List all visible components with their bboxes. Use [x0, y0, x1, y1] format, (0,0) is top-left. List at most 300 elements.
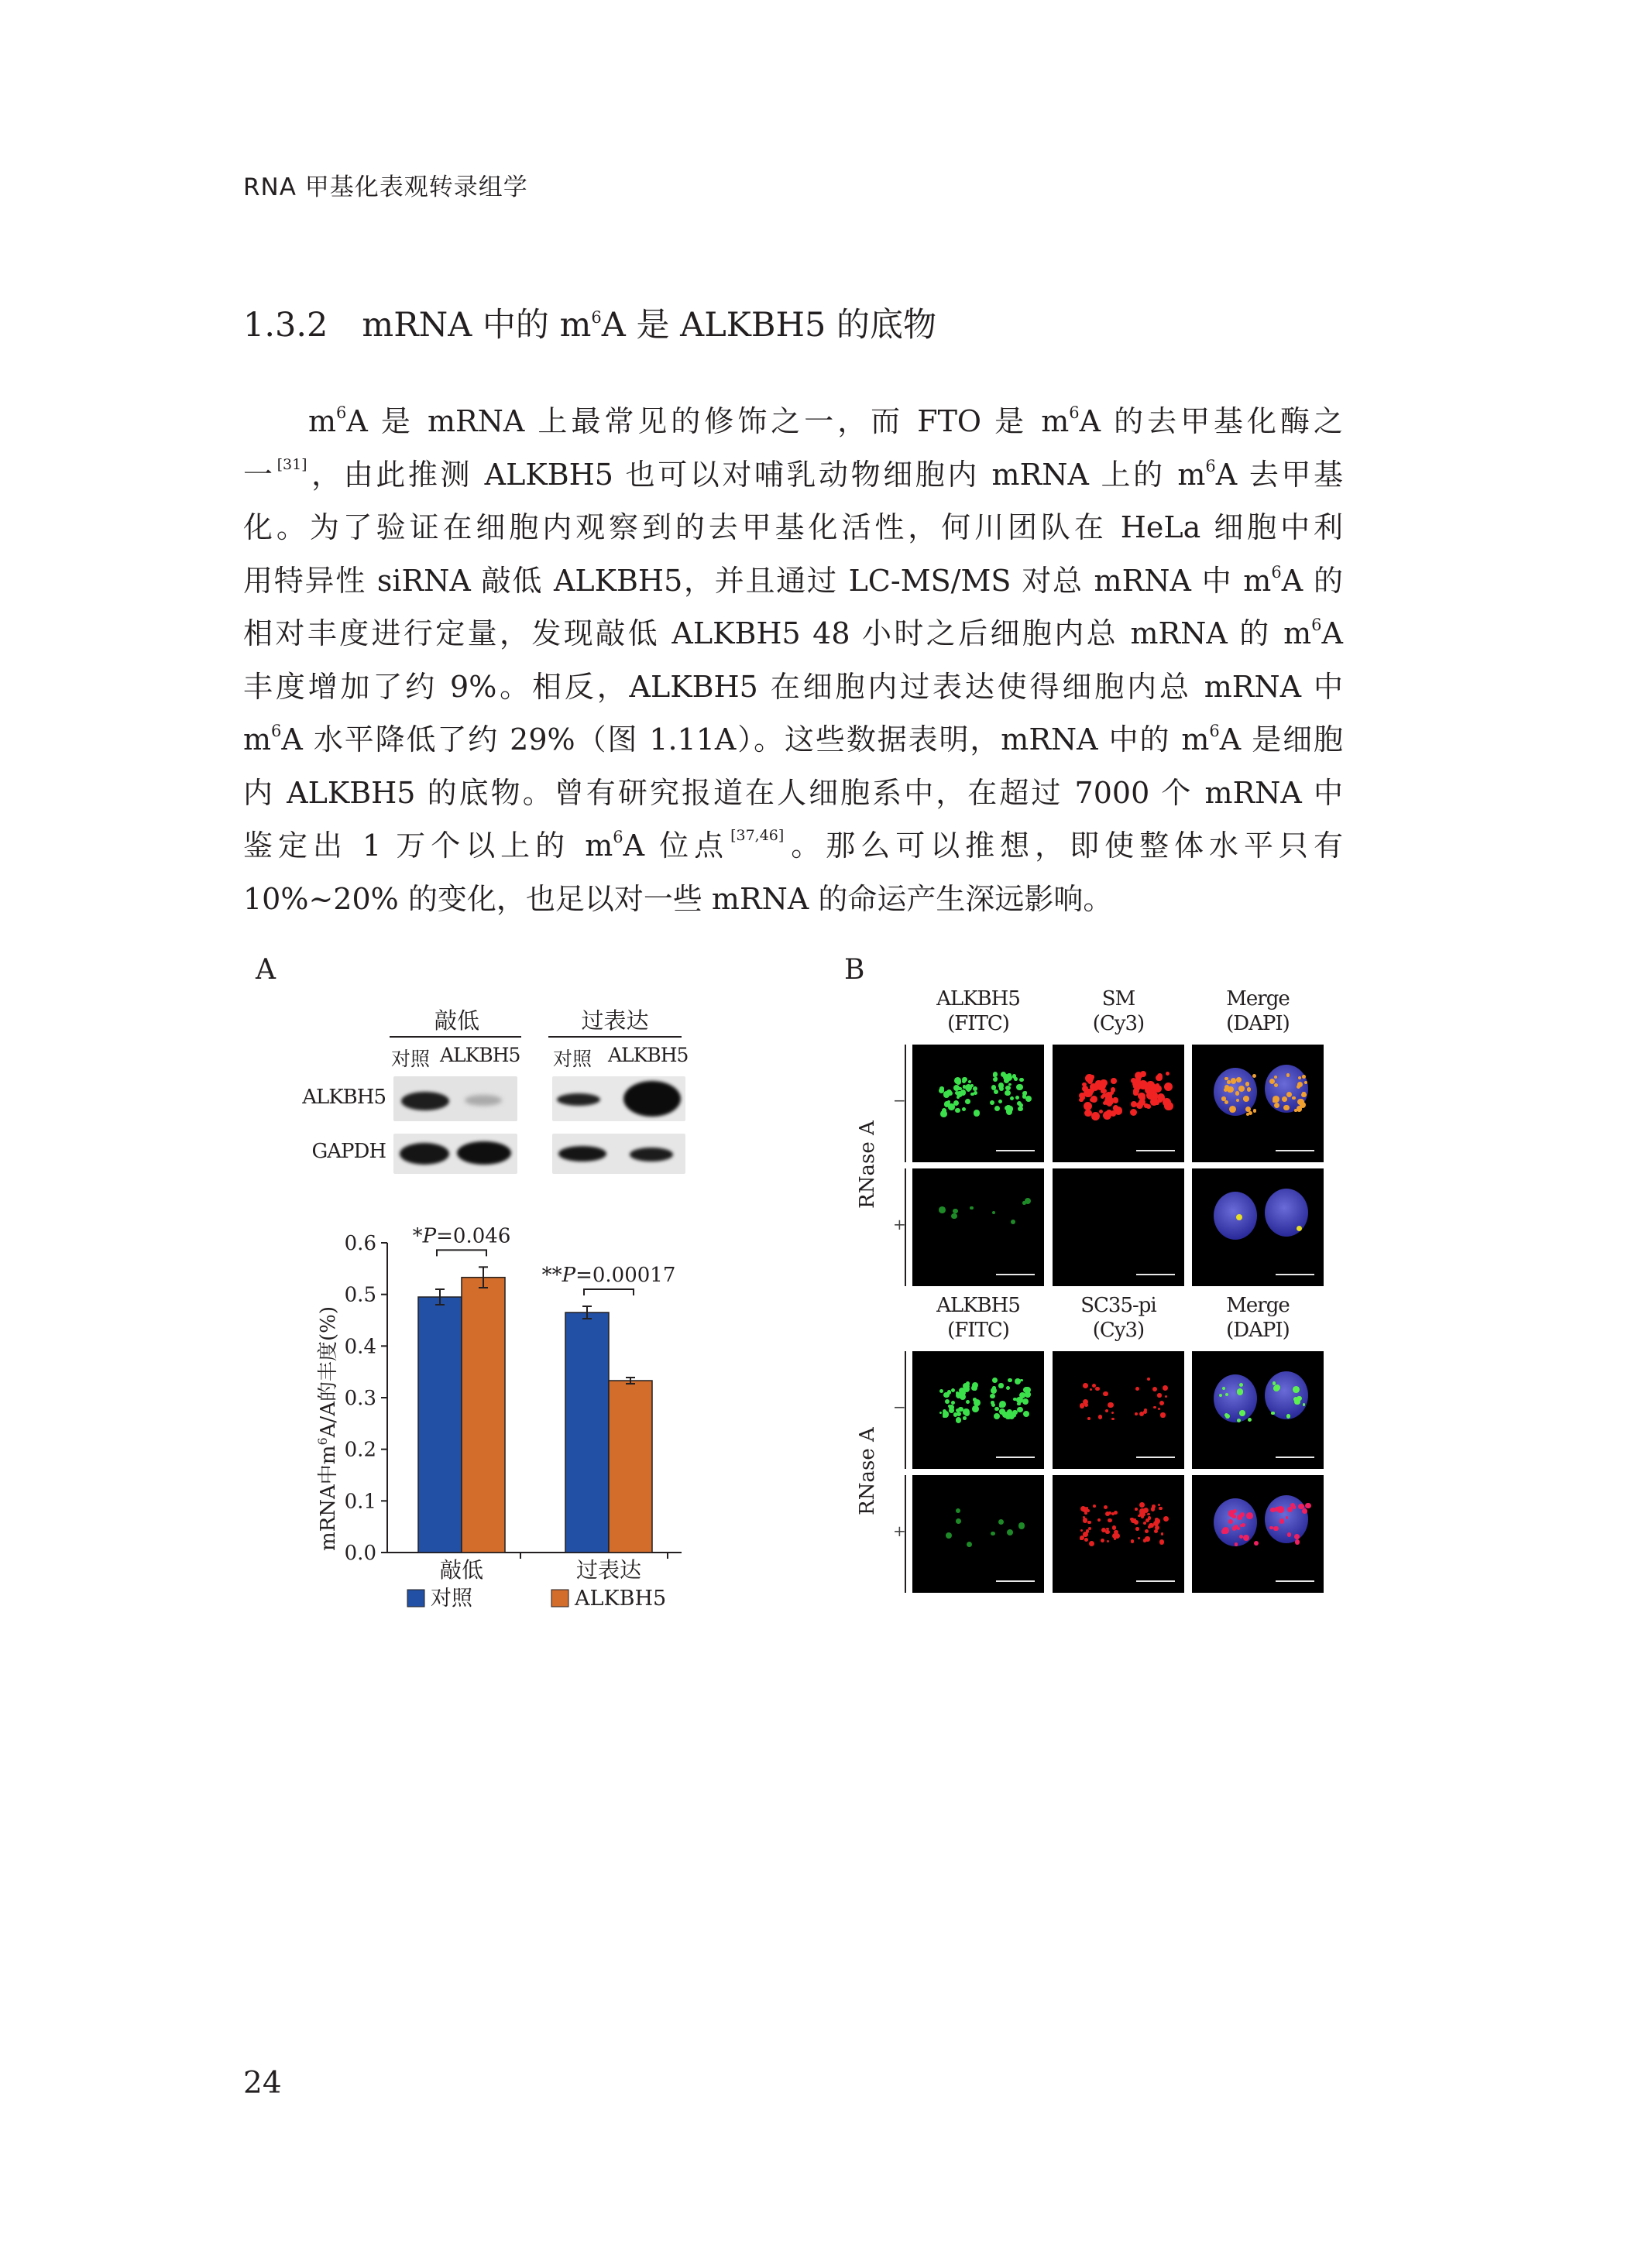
micrograph-alkbh5-fitc	[912, 1045, 1044, 1162]
fluorescent-speckle	[1224, 1077, 1228, 1080]
micrograph-cy3	[1053, 1475, 1184, 1593]
fluorescent-speckle	[1108, 1402, 1113, 1408]
fluorescent-speckle	[1153, 1406, 1156, 1408]
superscript: 6	[271, 722, 282, 740]
fluorescent-speckle	[1236, 1214, 1242, 1220]
fluorescent-speckle	[1083, 1518, 1087, 1522]
scale-bar	[996, 1150, 1035, 1151]
fluorescent-speckle	[1300, 1102, 1306, 1108]
micrograph-cy3	[1053, 1045, 1184, 1162]
annotation-part: *	[412, 1224, 423, 1248]
fluorescent-speckle	[956, 1079, 962, 1085]
fluorescent-speckle	[1112, 1525, 1116, 1529]
fluorescent-speckle	[1104, 1505, 1108, 1509]
text-line	[243, 448, 1343, 502]
fluorescent-speckle	[951, 1401, 955, 1405]
fluorescent-speckle	[1253, 1109, 1257, 1113]
text-run: A 是 mRNA 上最常见的修饰之一，而 FTO 是 m	[346, 404, 1070, 438]
legend-swatch	[407, 1590, 424, 1607]
blot-group-line	[390, 1036, 521, 1038]
fluorescent-speckle	[1160, 1412, 1165, 1417]
fluorescent-speckle	[1084, 1511, 1087, 1515]
fluorescent-speckle	[970, 1084, 974, 1087]
fluorescent-speckle	[963, 1408, 970, 1415]
annotation-part: =0.046	[436, 1224, 511, 1248]
column-label-line: (Cy3)	[1092, 1012, 1145, 1035]
fluorescent-speckle	[939, 1206, 946, 1213]
fluorescent-speckle	[1130, 1518, 1133, 1521]
micrograph-cy3	[1053, 1168, 1184, 1286]
fluorescent-speckle	[1105, 1409, 1108, 1412]
fluorescent-speckle	[1016, 1084, 1023, 1091]
y-axis-label-part: mRNA中m	[317, 1445, 340, 1551]
western-blot-gapdh-overexpression	[552, 1134, 685, 1174]
column-label-line: (FITC)	[947, 1012, 1009, 1035]
lane-label: 对照	[391, 1048, 431, 1070]
band	[558, 1146, 606, 1161]
fluorescent-speckle	[1093, 1505, 1096, 1508]
fluorescent-speckle	[1022, 1094, 1027, 1099]
western-blot-alkbh5-overexpression	[552, 1076, 685, 1121]
fluorescent-speckle	[998, 1519, 1004, 1525]
column-label-line: Merge	[1226, 987, 1290, 1010]
micrograph-merge-dapi	[1192, 1351, 1324, 1469]
y-axis-label-part: A/A的丰度(%)	[317, 1306, 340, 1438]
fluorescent-speckle	[1237, 1388, 1244, 1395]
text-run: A 水平降低了约 29%（图 1.11A）。这些数据表明，mRNA 中的 m	[281, 722, 1210, 757]
fluorescent-speckle	[1006, 1386, 1010, 1390]
fluorescent-speckle	[945, 1399, 950, 1404]
text-run: m	[308, 404, 337, 438]
fluorescent-speckle	[946, 1089, 952, 1095]
nucleus	[1214, 1498, 1257, 1546]
fluorescent-speckle	[1298, 1076, 1301, 1079]
image-column-label	[1192, 986, 1324, 1036]
fluorescent-speckle	[974, 1110, 980, 1116]
fluorescent-speckle	[1103, 1111, 1111, 1120]
minus-sign: −	[893, 1398, 906, 1416]
text-run: 用特异性 siRNA 敲低 ALKBH5，并且通过 LC-MS/MS 对总 mRNA 中 m	[243, 563, 1272, 598]
fluorescent-speckle	[1158, 1408, 1161, 1411]
fluorescent-speckle	[1254, 1541, 1259, 1546]
fluorescent-speckle	[1248, 1418, 1252, 1422]
fluorescent-speckle	[1019, 1078, 1023, 1082]
fluorescent-speckle	[1088, 1527, 1091, 1530]
fluorescent-speckle	[1151, 1084, 1158, 1091]
fluorescent-speckle	[939, 1412, 943, 1415]
fluorescent-speckle	[1165, 1395, 1167, 1398]
fluorescent-speckle	[1107, 1101, 1112, 1107]
panel-b-letter: B	[844, 954, 865, 986]
fluorescent-speckle	[970, 1093, 974, 1096]
fluorescent-speckle	[1159, 1401, 1164, 1405]
y-tick-label: 0.6	[344, 1232, 376, 1255]
fluorescent-speckle	[956, 1518, 961, 1524]
fluorescent-speckle	[1018, 1107, 1023, 1112]
fluorescent-speckle	[1166, 1072, 1169, 1076]
fluorescent-speckle	[967, 1542, 972, 1547]
significance-bracket	[437, 1250, 486, 1256]
x-category-label: 过表达	[575, 1557, 642, 1583]
fluorescent-speckle	[1106, 1530, 1108, 1532]
western-blot-alkbh5-knockdown	[393, 1076, 517, 1121]
fluorescent-speckle	[1248, 1111, 1253, 1116]
legend-label: 对照	[431, 1587, 472, 1611]
fluorescent-speckle	[1107, 1540, 1109, 1542]
column-label-line: (DAPI)	[1226, 1319, 1290, 1342]
fluorescent-speckle	[1135, 1527, 1139, 1531]
fluorescent-speckle	[1277, 1506, 1284, 1513]
fluorescent-speckle	[1246, 1512, 1253, 1519]
fluorescent-speckle	[1243, 1097, 1246, 1100]
fluorescent-speckle	[1286, 1092, 1292, 1097]
fluorescent-speckle	[955, 1108, 960, 1113]
fluorescent-speckle	[974, 1091, 977, 1095]
superscript: 6	[1209, 722, 1220, 740]
fluorescent-speckle	[1024, 1091, 1027, 1094]
fluorescent-speckle	[1099, 1110, 1103, 1113]
y-tick-label: 0.3	[344, 1387, 376, 1410]
text-run: m	[243, 722, 272, 757]
superscript: 6	[1069, 403, 1080, 422]
micrograph-merge-dapi	[1192, 1475, 1324, 1593]
fluorescent-speckle	[1287, 1532, 1292, 1537]
fluorescent-speckle	[1008, 1083, 1011, 1086]
scale-bar	[1136, 1457, 1175, 1458]
text-run: A	[1321, 616, 1343, 650]
fluorescent-speckle	[1095, 1387, 1100, 1391]
bar-control	[418, 1297, 462, 1553]
column-label-line: (Cy3)	[1092, 1319, 1145, 1342]
legend-label: ALKBH5	[575, 1587, 667, 1611]
plus-sign: +	[893, 1215, 906, 1234]
text-run: 一	[243, 457, 276, 492]
scale-bar	[1136, 1150, 1175, 1151]
fluorescent-speckle	[1114, 1511, 1118, 1515]
text-line: 10%~20% 的变化，也足以对一些 mRNA 的命运产生深远影响。	[243, 881, 1113, 916]
fluorescent-speckle	[1225, 1393, 1228, 1396]
fluorescent-speckle	[1014, 1077, 1018, 1081]
band	[465, 1095, 502, 1106]
blot-group-knockdown: 敲低	[434, 1007, 479, 1034]
fluorescent-speckle	[1108, 1511, 1111, 1515]
fluorescent-speckle	[1227, 1080, 1230, 1083]
citation: [37,46]	[730, 827, 785, 844]
fluorescent-speckle	[1138, 1093, 1145, 1100]
fluorescent-speckle	[1305, 1503, 1311, 1509]
fluorescent-speckle	[1130, 1109, 1137, 1116]
fluorescent-speckle	[1135, 1387, 1139, 1391]
fluorescent-speckle	[1283, 1105, 1290, 1111]
fluorescent-speckle	[1287, 1507, 1293, 1512]
scale-bar	[1276, 1274, 1314, 1275]
bar-alkbh5	[609, 1381, 652, 1553]
fluorescent-speckle	[1086, 1507, 1089, 1510]
fluorescent-speckle	[1234, 1525, 1238, 1529]
fluorescent-speckle	[1271, 1412, 1274, 1415]
fluorescent-speckle	[1231, 1078, 1236, 1083]
fluorescent-speckle	[946, 1532, 953, 1539]
column-label-line: ALKBH5	[936, 987, 1020, 1010]
minus-sign: −	[893, 1091, 906, 1110]
fluorescent-speckle	[1007, 1529, 1013, 1535]
fluorescent-speckle	[971, 1385, 977, 1391]
fluorescent-speckle	[1252, 1074, 1256, 1078]
scale-bar	[996, 1580, 1035, 1582]
fluorescent-speckle	[955, 1091, 959, 1095]
fluorescent-speckle	[962, 1079, 966, 1083]
fluorescent-speckle	[1274, 1384, 1280, 1391]
fluorescent-speckle	[1224, 1085, 1229, 1089]
fluorescent-speckle	[1282, 1096, 1287, 1102]
column-label-line: SM	[1101, 987, 1135, 1010]
text-line	[243, 607, 1343, 660]
fluorescent-speckle	[1102, 1093, 1106, 1097]
y-tick-label: 0.0	[344, 1542, 376, 1565]
blot-group-line	[548, 1036, 682, 1038]
text-run: A 去甲基	[1215, 457, 1343, 492]
nucleus	[1214, 1374, 1257, 1422]
fluorescent-speckle	[1005, 1090, 1010, 1096]
micrograph-alkbh5-fitc	[912, 1168, 1044, 1286]
superscript: 6	[613, 828, 623, 846]
lane-label: ALKBH5	[440, 1044, 520, 1066]
y-tick-label: 0.2	[344, 1438, 376, 1462]
fluorescent-speckle	[1237, 1419, 1241, 1422]
fluorescent-speckle	[1221, 1529, 1225, 1533]
fluorescent-speckle	[1163, 1516, 1169, 1522]
fluorescent-speckle	[1097, 1518, 1101, 1522]
fluorescent-speckle	[966, 1400, 970, 1404]
fluorescent-speckle	[1152, 1387, 1157, 1391]
fluorescent-speckle	[1293, 1386, 1300, 1393]
fluorescent-speckle	[1079, 1098, 1084, 1103]
text-line: 丰度增加了约 9%。相反，ALKBH5 在细胞内过表达使得细胞内总 mRNA 中	[243, 669, 1343, 704]
fluorescent-speckle	[1098, 1415, 1102, 1419]
fluorescent-speckle	[1161, 1532, 1163, 1535]
fluorescent-speckle	[1113, 1097, 1118, 1102]
fluorescent-speckle	[1083, 1532, 1088, 1537]
text-run: A 的	[1281, 563, 1343, 598]
fluorescent-speckle	[968, 1080, 971, 1083]
fluorescent-speckle	[1295, 1539, 1300, 1545]
section-title	[243, 299, 936, 346]
text-line	[243, 819, 1343, 873]
fluorescent-speckle	[1134, 1520, 1139, 1525]
fluorescent-speckle	[1023, 1411, 1029, 1417]
fluorescent-speckle	[1239, 1410, 1245, 1415]
scale-bar	[1276, 1150, 1314, 1151]
fluorescent-speckle	[1152, 1505, 1156, 1508]
fluorescent-speckle	[956, 1417, 962, 1423]
fluorescent-speckle	[1221, 1096, 1225, 1100]
superscript: 6	[1311, 616, 1322, 634]
fluorescent-speckle	[1015, 1096, 1019, 1100]
annotation-part: P	[422, 1224, 437, 1248]
fluorescent-speckle	[1157, 1393, 1161, 1397]
fluorescent-speckle	[1111, 1078, 1117, 1084]
band	[623, 1081, 681, 1117]
fluorescent-speckle	[1135, 1083, 1141, 1089]
image-column-label	[912, 1293, 1044, 1343]
fluorescent-speckle	[1017, 1407, 1022, 1412]
column-label-line: ALKBH5	[936, 1294, 1020, 1317]
section-title-part: mRNA 中的 m	[362, 306, 592, 345]
micrograph-alkbh5-fitc	[912, 1351, 1044, 1469]
fluorescent-speckle	[1159, 1539, 1165, 1545]
fluorescent-speckle	[1005, 1106, 1010, 1111]
blot-row-label: ALKBH5	[302, 1086, 386, 1109]
superscript: 6	[315, 1437, 330, 1446]
fluorescent-speckle	[1020, 1379, 1023, 1382]
fluorescent-speckle	[1164, 1083, 1173, 1091]
fluorescent-speckle	[1301, 1093, 1306, 1097]
fluorescent-speckle	[1149, 1523, 1154, 1529]
fluorescent-speckle	[972, 1405, 979, 1412]
text-run: 鉴定出 1 万个以上的 m	[243, 829, 613, 863]
text-run: A 是细胞	[1219, 722, 1343, 757]
fluorescent-speckle	[951, 1213, 957, 1219]
fluorescent-speckle	[1111, 1418, 1114, 1420]
micrograph-cy3	[1053, 1351, 1184, 1469]
text-run: ，由此推测 ALKBH5 也可以对哺乳动物细胞内 mRNA 上的 m	[308, 457, 1206, 492]
fluorescent-speckle	[994, 1089, 998, 1094]
bar-control	[565, 1312, 609, 1553]
fluorescent-speckle	[1145, 1529, 1149, 1533]
fluorescent-speckle	[1103, 1391, 1108, 1397]
fluorescent-speckle	[1114, 1538, 1116, 1540]
band	[400, 1143, 449, 1165]
scale-bar	[996, 1274, 1035, 1275]
fluorescent-speckle	[942, 1110, 946, 1113]
column-label-line: (DAPI)	[1226, 1012, 1290, 1035]
superscript: 6	[1205, 456, 1216, 475]
fluorescent-speckle	[1087, 1417, 1090, 1420]
fluorescent-speckle	[963, 1416, 967, 1420]
band	[630, 1148, 673, 1161]
fluorescent-speckle	[998, 1383, 1003, 1388]
column-label-line: (FITC)	[947, 1319, 1009, 1342]
text-run: 相对丰度进行定量，发现敲低 ALKBH5 48 小时之后细胞内总 mRNA 的 m	[243, 616, 1312, 650]
fluorescent-speckle	[1011, 1220, 1015, 1224]
fluorescent-speckle	[1090, 1388, 1092, 1391]
fluorescent-speckle	[1148, 1516, 1152, 1520]
fluorescent-speckle	[1247, 1087, 1252, 1092]
fluorescent-speckle	[939, 1088, 944, 1093]
fluorescent-speckle	[939, 1389, 943, 1393]
y-tick-label: 0.5	[344, 1283, 376, 1307]
lane-label: ALKBH5	[608, 1044, 689, 1066]
fluorescent-speckle	[1302, 1075, 1306, 1079]
legend-swatch	[551, 1590, 568, 1607]
fluorescent-speckle	[999, 1086, 1004, 1091]
image-column-label	[912, 986, 1044, 1036]
fluorescent-speckle	[1087, 1521, 1090, 1524]
fluorescent-speckle	[991, 1403, 995, 1407]
fluorescent-speckle	[956, 1508, 960, 1513]
superscript: 6	[336, 403, 347, 422]
fluorescent-speckle	[1155, 1525, 1159, 1530]
fluorescent-speckle	[991, 1532, 995, 1536]
scale-bar	[996, 1457, 1035, 1458]
scale-bar	[1136, 1274, 1175, 1275]
fluorescent-speckle	[1017, 1402, 1021, 1406]
annotation-part: =0.00017	[575, 1264, 676, 1287]
fluorescent-speckle	[1089, 1541, 1094, 1546]
annotation-part: P	[562, 1264, 576, 1287]
fluorescent-speckle	[1159, 1507, 1163, 1511]
text-line	[243, 395, 1343, 448]
y-tick-label: 0.4	[344, 1335, 376, 1359]
fluorescent-speckle	[1147, 1378, 1150, 1381]
fluorescent-speckle	[1018, 1522, 1025, 1529]
fluorescent-speckle	[999, 1408, 1005, 1415]
fluorescent-speckle	[1158, 1504, 1160, 1506]
fluorescent-speckle	[998, 1100, 1002, 1103]
annotation-part: **	[541, 1264, 562, 1287]
fluorescent-speckle	[1135, 1412, 1138, 1415]
fluorescent-speckle	[1008, 1378, 1011, 1382]
x-category-label: 敲低	[439, 1557, 484, 1583]
fluorescent-speckle	[1235, 1542, 1238, 1546]
text-line	[243, 713, 1343, 767]
fluorescent-speckle	[992, 1386, 995, 1389]
fluorescent-speckle	[992, 1211, 995, 1214]
fluorescent-speckle	[1090, 1098, 1094, 1102]
text-run: 。那么可以推想，即使整体水平只有	[785, 829, 1343, 863]
fluorescent-speckle	[1294, 1534, 1300, 1539]
micrograph-alkbh5-fitc	[912, 1475, 1044, 1593]
micrograph-merge-dapi	[1192, 1168, 1324, 1286]
fluorescent-speckle	[1022, 1398, 1029, 1405]
p-value-annotation	[542, 1264, 676, 1287]
column-label-line: SC35-pi	[1080, 1294, 1156, 1317]
fluorescent-speckle	[1115, 1107, 1122, 1114]
fluorescent-speckle	[1084, 1538, 1088, 1542]
fluorescent-speckle	[1286, 1414, 1290, 1418]
fluorescent-speckle	[1240, 1524, 1243, 1527]
fluorescent-speckle	[1228, 1510, 1235, 1516]
fluorescent-speckle	[962, 1107, 966, 1111]
image-column-label	[1053, 1293, 1184, 1343]
section-title-part: A 是 ALKBH5 的底物	[601, 306, 936, 345]
lane-label: 对照	[553, 1048, 592, 1070]
fluorescent-speckle	[943, 1415, 946, 1419]
rnase-row-label: RNase A	[856, 1120, 879, 1209]
blot-row-label: GAPDH	[311, 1140, 386, 1163]
fluorescent-speckle	[1143, 1410, 1147, 1414]
micrograph-merge-dapi	[1192, 1045, 1324, 1162]
significance-bracket	[584, 1289, 634, 1295]
fluorescent-speckle	[970, 1206, 973, 1209]
nucleus	[1214, 1192, 1257, 1240]
fluorescent-speckle	[1022, 1201, 1026, 1205]
fluorescent-speckle	[1293, 1505, 1296, 1508]
fluorescent-speckle	[990, 1394, 995, 1399]
fluorescent-speckle	[951, 1388, 955, 1392]
text-line	[243, 554, 1343, 608]
fluorescent-speckle	[1297, 1226, 1302, 1231]
band	[457, 1141, 511, 1165]
fluorescent-speckle	[1010, 1096, 1015, 1101]
text-run: A 位点	[623, 829, 730, 863]
text-line: 内 ALKBH5 的底物。曾有研究报道在人细胞系中，在超过 7000 个 mRNA 中	[243, 775, 1343, 810]
plus-sign: +	[893, 1522, 906, 1540]
fluorescent-speckle	[1090, 1083, 1097, 1090]
running-header: RNA 甲基化表观转录组学	[243, 173, 528, 201]
panel-a-letter: A	[256, 954, 276, 986]
body-paragraph	[243, 395, 1343, 925]
